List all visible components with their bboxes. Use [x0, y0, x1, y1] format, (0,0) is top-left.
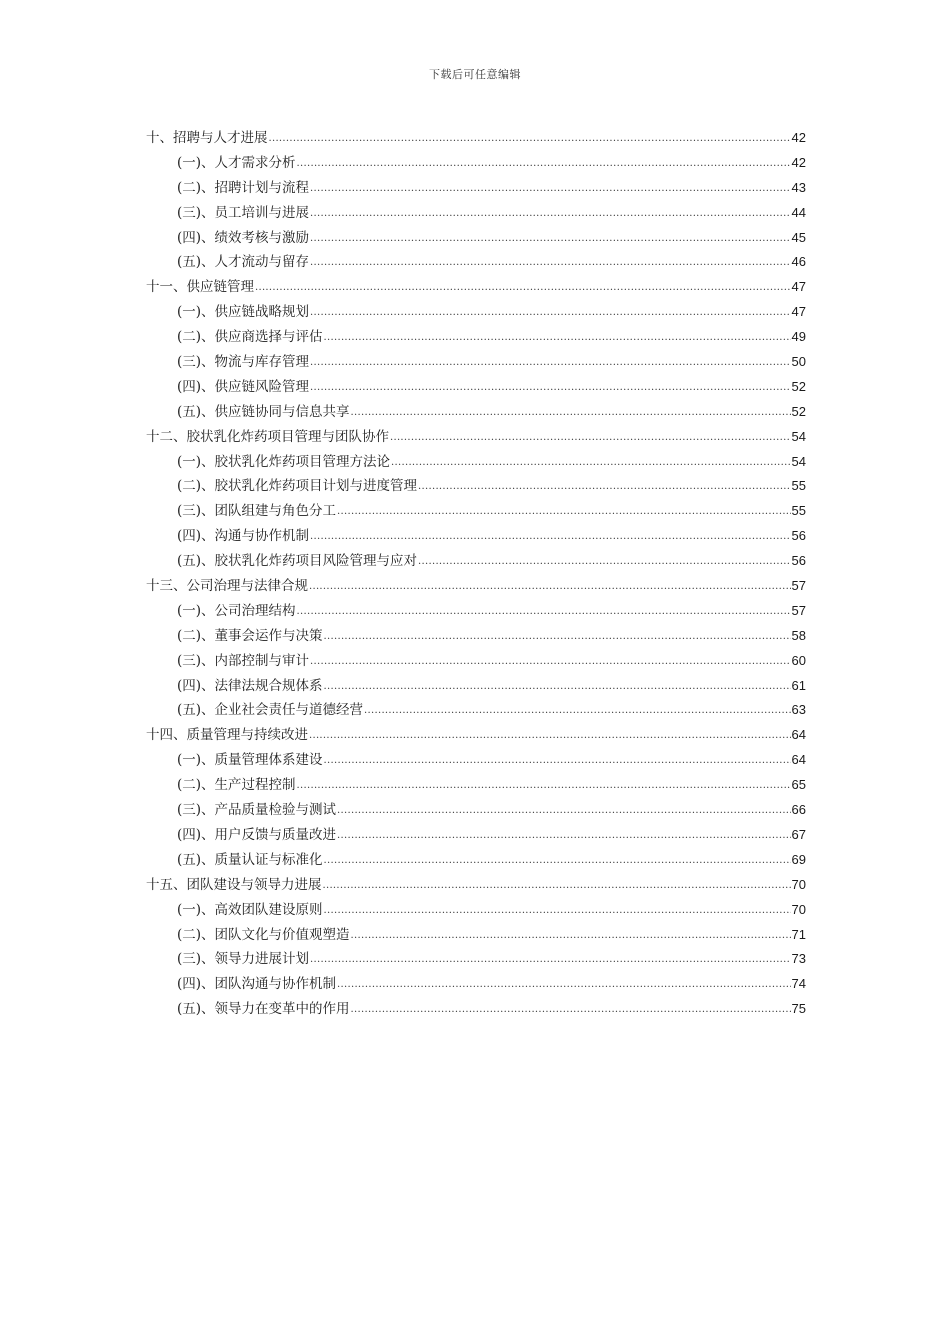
toc-entry-title: (五)、胶状乳化炸药项目风险管理与应对	[177, 553, 418, 570]
toc-section-entry[interactable]	[146, 698, 806, 723]
toc-chapter-entry[interactable]	[146, 275, 806, 300]
toc-section-entry[interactable]	[146, 599, 806, 624]
toc-dot-leader	[310, 183, 790, 194]
toc-entry-title: (四)、法律法规合规体系	[177, 677, 323, 694]
toc-entry-title: (二)、团队文化与价值观塑造	[177, 926, 350, 943]
toc-page-number: 69	[791, 851, 806, 867]
toc-section-entry[interactable]	[146, 624, 806, 649]
toc-entry-title: (五)、供应链协同与信息共享	[177, 403, 350, 420]
toc-entry-title: (五)、领导力在变革中的作用	[177, 1001, 350, 1018]
toc-dot-leader	[297, 780, 791, 791]
toc-entry-title: 十一、供应链管理	[146, 279, 254, 296]
toc-page-number: 57	[791, 602, 806, 618]
toc-page-number: 56	[791, 553, 806, 569]
toc-section-entry[interactable]	[146, 972, 806, 997]
toc-section-entry[interactable]	[146, 848, 806, 873]
toc-section-entry[interactable]	[146, 400, 806, 425]
toc-section-entry[interactable]	[146, 350, 806, 375]
toc-dot-leader	[310, 656, 790, 667]
toc-section-entry[interactable]	[146, 748, 806, 773]
toc-page-number: 71	[791, 926, 806, 942]
toc-dot-leader	[324, 681, 791, 692]
toc-dot-leader	[391, 457, 790, 468]
toc-entry-title: (四)、绩效考核与激励	[177, 229, 310, 246]
toc-dot-leader	[297, 606, 791, 617]
toc-page-number: 64	[791, 752, 806, 768]
toc-dot-leader	[324, 905, 791, 916]
toc-page-number: 44	[791, 204, 806, 220]
toc-page-number: 42	[791, 130, 806, 145]
toc-page-number: 60	[791, 652, 806, 668]
toc-section-entry[interactable]	[146, 499, 806, 524]
toc-entry-title: (三)、内部控制与审计	[177, 652, 310, 669]
toc-page-number: 57	[791, 578, 806, 594]
toc-page-number: 70	[791, 901, 806, 917]
toc-entry-title: 十、招聘与人才进展	[146, 130, 268, 146]
toc-chapter-entry[interactable]	[146, 126, 806, 151]
toc-page-number: 52	[791, 403, 806, 419]
toc-entry-title: (三)、领导力进展计划	[177, 951, 310, 968]
toc-entry-title: (四)、团队沟通与协作机制	[177, 976, 337, 993]
toc-page-number: 46	[791, 254, 806, 270]
toc-dot-leader	[351, 407, 791, 418]
toc-dot-leader	[255, 282, 791, 293]
toc-dot-leader	[323, 880, 791, 891]
toc-dot-leader	[337, 506, 790, 517]
toc-page-number: 47	[791, 304, 806, 320]
toc-section-entry[interactable]	[146, 450, 806, 475]
toc-entry-title: (四)、用户反馈与质量改进	[177, 826, 337, 843]
toc-entry-title: (一)、公司治理结构	[177, 602, 296, 619]
toc-dot-leader	[364, 705, 790, 716]
toc-page-number: 50	[791, 354, 806, 370]
toc-dot-leader	[310, 531, 790, 542]
toc-section-entry[interactable]	[146, 300, 806, 325]
toc-entry-title: 十四、质量管理与持续改进	[146, 727, 308, 744]
toc-dot-leader	[310, 307, 790, 318]
toc-dot-leader	[418, 556, 790, 567]
toc-page-number: 52	[791, 378, 806, 394]
toc-dot-leader	[324, 855, 791, 866]
toc-chapter-entry[interactable]	[146, 873, 806, 898]
toc-page-number: 70	[791, 876, 806, 892]
toc-section-entry[interactable]	[146, 250, 806, 275]
toc-dot-leader	[337, 979, 790, 990]
toc-dot-leader	[269, 133, 791, 144]
toc-dot-leader	[310, 208, 790, 219]
toc-dot-leader	[310, 233, 790, 244]
toc-page-number: 42	[791, 154, 806, 170]
table-of-contents	[146, 126, 806, 1022]
toc-page-number: 66	[791, 802, 806, 818]
toc-dot-leader	[309, 730, 791, 741]
toc-chapter-entry[interactable]	[146, 723, 806, 748]
toc-dot-leader	[297, 158, 791, 169]
toc-section-entry[interactable]	[146, 549, 806, 574]
toc-entry-title: (三)、物流与库存管理	[177, 354, 310, 371]
toc-page-number: 45	[791, 229, 806, 245]
toc-page-number: 74	[791, 976, 806, 992]
toc-section-entry[interactable]	[146, 947, 806, 972]
toc-section-entry[interactable]	[146, 997, 806, 1022]
toc-dot-leader	[337, 830, 790, 841]
toc-entry-title: (三)、员工培训与进展	[177, 204, 310, 221]
toc-section-entry[interactable]	[146, 201, 806, 226]
toc-entry-title: (五)、质量认证与标准化	[177, 851, 323, 868]
toc-dot-leader	[310, 257, 790, 268]
toc-dot-leader	[418, 481, 790, 492]
toc-dot-leader	[324, 332, 791, 343]
toc-page-number: 58	[791, 627, 806, 643]
toc-page-number: 49	[791, 329, 806, 345]
toc-page-number: 55	[791, 478, 806, 494]
toc-dot-leader	[310, 954, 790, 965]
toc-section-entry[interactable]	[146, 674, 806, 699]
toc-page-number: 64	[791, 727, 806, 743]
toc-section-entry[interactable]	[146, 898, 806, 923]
toc-page-number: 61	[791, 677, 806, 693]
toc-entry-title: (一)、质量管理体系建设	[177, 752, 323, 769]
toc-entry-title: (二)、董事会运作与决策	[177, 627, 323, 644]
toc-dot-leader	[310, 357, 790, 368]
toc-section-entry[interactable]	[146, 524, 806, 549]
toc-section-entry[interactable]	[146, 176, 806, 201]
toc-entry-title: (一)、胶状乳化炸药项目管理方法论	[177, 453, 391, 470]
toc-entry-title: 十二、胶状乳化炸药项目管理与团队协作	[146, 428, 389, 445]
toc-section-entry[interactable]	[146, 375, 806, 400]
toc-dot-leader	[324, 631, 791, 642]
toc-page-number: 54	[791, 453, 806, 469]
toc-entry-title: (二)、招聘计划与流程	[177, 179, 310, 196]
toc-chapter-entry[interactable]	[146, 425, 806, 450]
toc-section-entry[interactable]	[146, 823, 806, 848]
toc-section-entry[interactable]	[146, 773, 806, 798]
toc-entry-title: 十三、公司治理与法律合规	[146, 578, 308, 595]
toc-section-entry[interactable]	[146, 226, 806, 251]
toc-entry-title: (三)、团队组建与角色分工	[177, 503, 337, 520]
toc-dot-leader	[351, 1004, 791, 1015]
toc-page-number: 47	[791, 279, 806, 295]
toc-chapter-entry[interactable]	[146, 574, 806, 599]
toc-page-number: 55	[791, 503, 806, 519]
toc-section-entry[interactable]	[146, 798, 806, 823]
toc-dot-leader	[310, 382, 790, 393]
toc-page-number: 56	[791, 528, 806, 544]
header-note: 下载后可任意编辑	[429, 68, 521, 81]
toc-entry-title: (一)、人才需求分析	[177, 154, 296, 171]
toc-section-entry[interactable]	[146, 474, 806, 499]
toc-dot-leader	[390, 432, 791, 443]
toc-entry-title: 十五、团队建设与领导力进展	[146, 876, 322, 893]
toc-page-number: 43	[791, 179, 806, 195]
toc-dot-leader	[324, 755, 791, 766]
toc-entry-title: (一)、高效团队建设原则	[177, 901, 323, 918]
toc-section-entry[interactable]	[146, 325, 806, 350]
toc-section-entry[interactable]	[146, 923, 806, 948]
toc-page-number: 73	[791, 951, 806, 967]
toc-page-number: 54	[791, 428, 806, 444]
toc-entry-title: (二)、供应商选择与评估	[177, 329, 323, 346]
toc-entry-title: (四)、沟通与协作机制	[177, 528, 310, 545]
toc-dot-leader	[337, 805, 790, 816]
toc-entry-title: (三)、产品质量检验与测试	[177, 802, 337, 819]
toc-entry-title: (一)、供应链战略规划	[177, 304, 310, 321]
toc-entry-title: (四)、供应链风险管理	[177, 378, 310, 395]
toc-entry-title: (五)、人才流动与留存	[177, 254, 310, 271]
toc-page-number: 63	[791, 702, 806, 718]
toc-page-number: 75	[791, 1001, 806, 1017]
toc-section-entry[interactable]	[146, 151, 806, 176]
toc-dot-leader	[309, 581, 791, 592]
toc-page-number: 65	[791, 777, 806, 793]
toc-entry-title: (二)、生产过程控制	[177, 777, 296, 794]
toc-dot-leader	[351, 930, 791, 941]
toc-section-entry[interactable]	[146, 649, 806, 674]
toc-entry-title: (二)、胶状乳化炸药项目计划与进度管理	[177, 478, 418, 495]
toc-page-number: 67	[791, 826, 806, 842]
toc-entry-title: (五)、企业社会责任与道德经营	[177, 702, 364, 719]
